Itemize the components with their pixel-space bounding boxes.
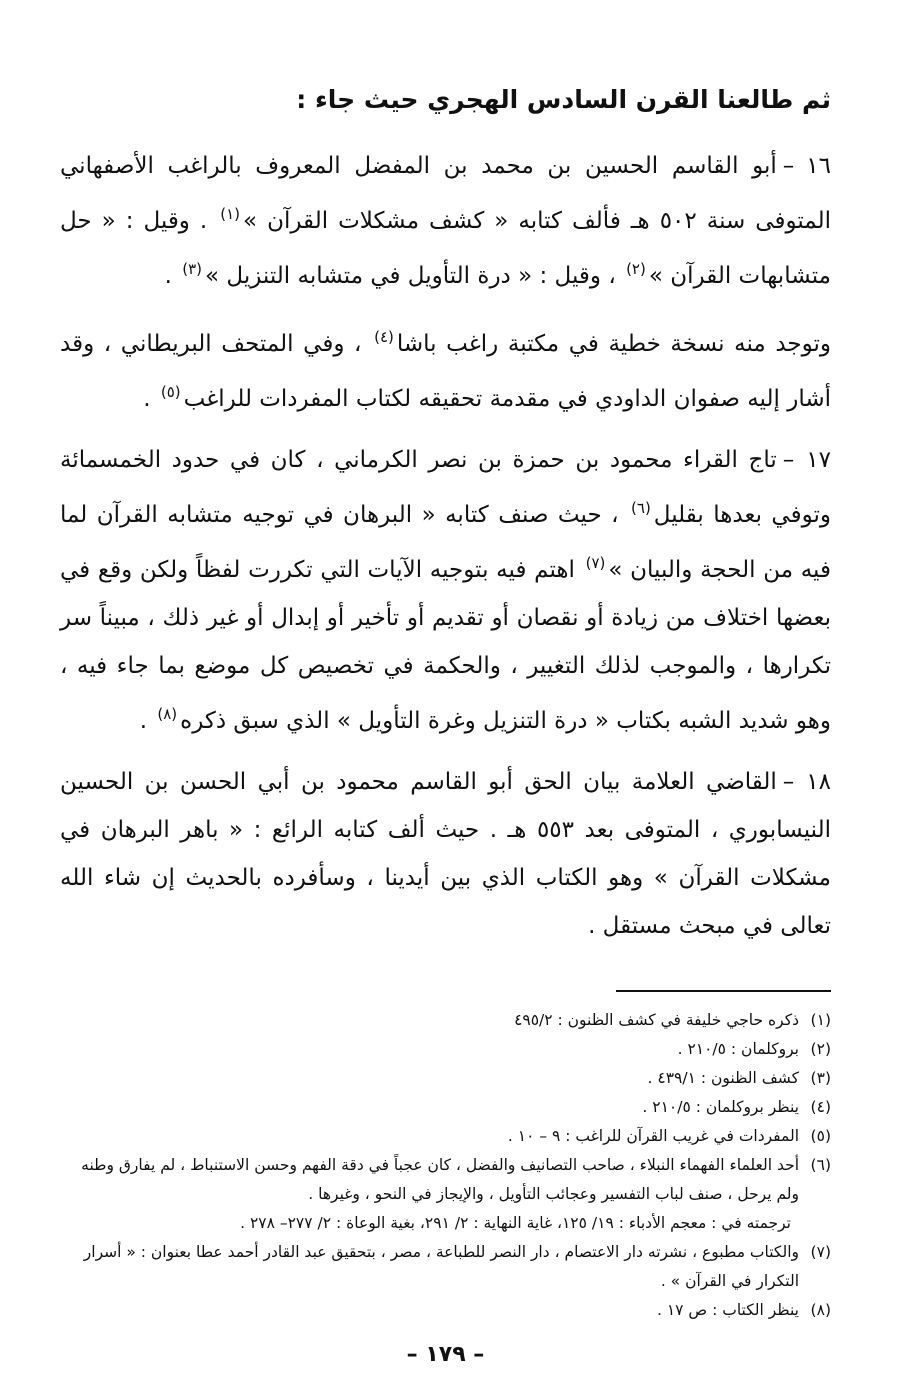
footnote-ref[interactable]: (٣): [182, 260, 203, 278]
entry-text: .: [143, 386, 158, 412]
footnote-text: بروكلمان : ٢١٠/٥ .: [677, 1040, 799, 1058]
footnote-text: ترجمته في : معجم الأدباء : ١٩/ ١٢٥، غاية النهاية : ٢/ ٢٩١، بغية الوعاة : ٢/ ٢٧٧– ٢٧٨ .: [240, 1214, 791, 1232]
footnote-6-continuation: [60, 1209, 831, 1238]
footnote-ref[interactable]: (٥): [160, 383, 181, 401]
footnote-text: المفردات في غريب القرآن للراغب : ٩ – ١٠ .: [507, 1127, 799, 1145]
footnote-7: [60, 1238, 831, 1296]
footnote-number: (١): [810, 1011, 831, 1029]
footnote-ref[interactable]: (٨): [157, 705, 178, 723]
footnote-2: [60, 1035, 831, 1064]
footnote-number: (٤): [810, 1098, 831, 1116]
entry-dash: –: [782, 769, 795, 795]
footnote-text: ذكره حاجي خليفة في كشف الظنون : ٤٩٥/٢: [514, 1011, 799, 1029]
footnote-number: (٣): [810, 1069, 831, 1087]
footnote-ref[interactable]: (٧): [585, 554, 606, 572]
footnote-number: (٥): [810, 1127, 831, 1145]
footnote-8: [60, 1296, 831, 1325]
entry-text: القاضي العلامة بيان الحق أبو القاسم محمود بن أبي الحسن بن الحسين النيسابوري ، المتوفى بعد ٥٥٣ هـ . حيث ألف كتابه الرائع : « باهر البرهان في مشكلات القرآن » وهو الكتاب الذي بين أيدينا ، وسأفرده بالحديث إن شاء الله تعالى في مبحث مستقل .: [60, 769, 831, 939]
footnote-1: [60, 1006, 831, 1035]
entry-text: . وقيل : « حل متشابهات القرآن »: [60, 208, 831, 289]
footnote-5: [60, 1122, 831, 1151]
footnote-3: [60, 1064, 831, 1093]
entry-dash: –: [782, 447, 795, 473]
entry-number: ١٧: [806, 447, 831, 473]
footnote-text: والكتاب مطبوع ، نشرته دار الاعتصام ، دار النصر للطباعة ، مصر ، بتحقيق عبد القادر أحمد عطا بعنوان : « أسرار التكرار في القرآن » .: [83, 1243, 799, 1290]
footnote-number: (٨): [810, 1301, 831, 1319]
entry-16: [60, 142, 831, 300]
entry-text: ، حيث صنف كتابه « البرهان في توجيه متشابه القرآن لما فيه من الحجة والبيان »: [60, 502, 831, 583]
entry-number: ١٦: [806, 153, 831, 179]
footnote-number: (٦): [810, 1156, 831, 1174]
entry-text: .: [164, 263, 180, 289]
page-number: – ١٧٩ –: [406, 1342, 485, 1367]
footnote-6: [60, 1151, 831, 1209]
footnote-text: ينظر الكتاب : ص ١٧ .: [656, 1301, 799, 1319]
entry-text: .: [139, 708, 155, 734]
footnote-4: [60, 1093, 831, 1122]
entry-dash: –: [782, 153, 795, 179]
page: [60, 80, 831, 1398]
section-heading: ثم طالعنا القرن السادس الهجري حيث جاء :: [296, 85, 831, 114]
footnote-number: (٧): [810, 1243, 831, 1261]
footnote-ref[interactable]: (٢): [626, 260, 646, 278]
entry-text: ، وفي المتحف البريطاني ، وقد أشار إليه صفوان الداودي في مقدمة تحقيقه لكتاب المفردات للراغب: [60, 331, 831, 412]
footnote-ref[interactable]: (٦): [631, 499, 651, 517]
footnote-text: كشف الظنون : ٤٣٩/١ .: [647, 1069, 799, 1087]
footnote-ref[interactable]: (٤): [374, 328, 394, 346]
entry-text: وتوجد منه نسخة خطية في مكتبة راغب باشا: [396, 331, 831, 357]
footnote-ref[interactable]: (١): [220, 205, 241, 223]
entry-18: [60, 758, 831, 950]
entry-16-continuation: [60, 313, 831, 423]
footnotes: [60, 1006, 831, 1325]
footnote-text: أحد العلماء الفهماء النبلاء ، صاحب التصانيف والفضل ، كان عجباً في دقة الفهم وحسن الاستنباط ، لم يفارق وطنه ولم يرحل ، صنف لباب التفسير وعجائب التأويل ، والإيجاز في النحو ، وغيرها .: [81, 1156, 799, 1203]
entry-number: ١٨: [806, 769, 831, 795]
entry-text: ، وقيل : « درة التأويل في متشابه التنزيل »: [205, 263, 624, 289]
footnote-number: (٢): [810, 1040, 831, 1058]
entry-text: اهتم فيه بتوجيه الآيات التي تكررت لفظاً ولكن وقع في بعضها اختلاف من زيادة أو نقصان أو تقديم أو تأخير أو إبدال أو غير ذلك ، مبيناً سر تكرارها ، والموجب لذلك التغيير ، والحكمة في تخصيص كل موضع بما جاء فيه ، وهو شديد الشبه بكتاب « درة التنزيل وغرة التأويل » الذي سبق ذكره: [60, 557, 831, 734]
entry-17: [60, 436, 831, 745]
footnote-divider: [616, 990, 831, 992]
entry-text: تاج القراء محمود بن حمزة بن نصر الكرماني ، كان في حدود الخمسمائة وتوفي بعدها بقليل: [60, 447, 831, 528]
entry-text: أبو القاسم الحسين بن محمد بن المفضل المعروف بالراغب الأصفهاني المتوفى سنة ٥٠٢ هـ فألف كتابه « كشف مشكلات القرآن »: [60, 153, 831, 234]
footnote-text: ينظر بروكلمان : ٢١٠/٥ .: [642, 1098, 799, 1116]
